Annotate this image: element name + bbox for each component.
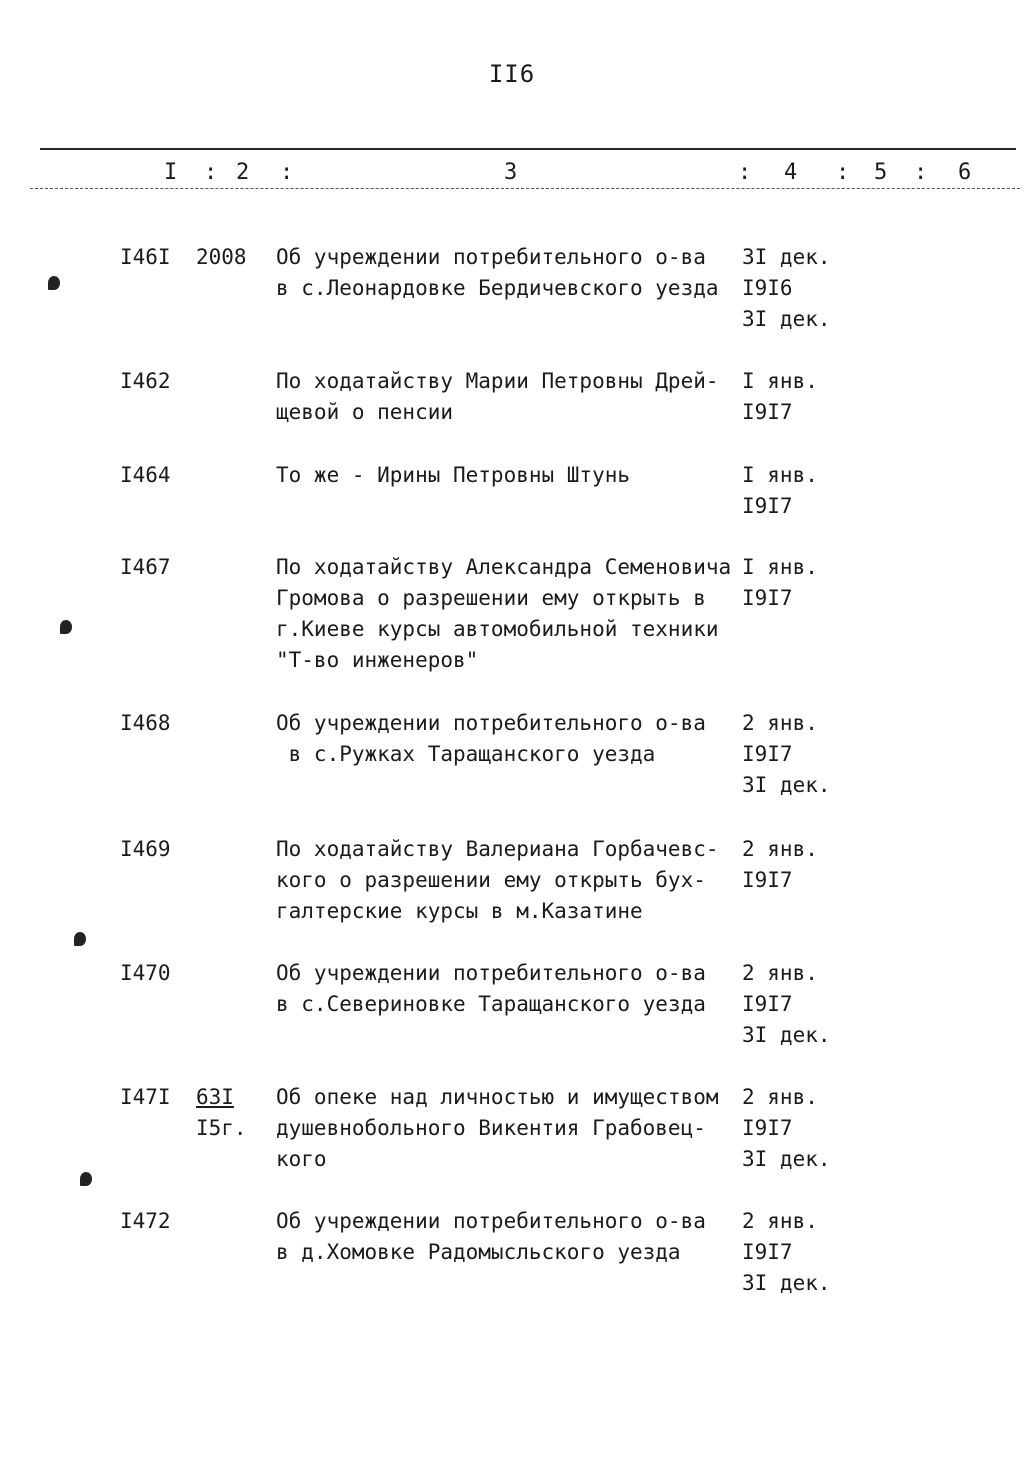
- column-separator: :: [280, 160, 294, 185]
- case-title-line: По ходатайству Марии Петровны Дрей-: [276, 369, 719, 393]
- case-date-line: 2 янв.: [742, 961, 818, 985]
- sheet-count-line: 2008: [196, 245, 247, 269]
- column-header-6: 6: [958, 160, 972, 185]
- case-date-line: I9I7: [742, 494, 793, 518]
- case-number: I468: [120, 711, 171, 735]
- case-title-line: в с.Ружках Таращанского уезда: [276, 742, 656, 766]
- case-date-line: I9I7: [742, 1116, 793, 1140]
- case-title: [276, 460, 736, 491]
- case-dates: [742, 366, 852, 428]
- case-dates: [742, 460, 852, 522]
- case-title-line: Об учреждении потребительного о-ва: [276, 245, 706, 269]
- header-rule-top: [40, 148, 1016, 150]
- header-rule-bottom: [30, 188, 1020, 189]
- case-title-line: в с.Севериновке Таращанского уезда: [276, 992, 706, 1016]
- case-number: I470: [120, 961, 171, 985]
- sheet-count: [196, 242, 262, 273]
- case-date-line: I9I7: [742, 992, 793, 1016]
- case-dates: [742, 958, 852, 1051]
- case-number: I46I: [120, 245, 171, 269]
- case-title-line: кого: [276, 1147, 327, 1171]
- case-title-line: г.Киеве курсы автомобильной техники: [276, 617, 719, 641]
- case-title: [276, 242, 736, 304]
- column-separator: :: [914, 160, 928, 185]
- case-date-line: 3I дек.: [742, 773, 831, 797]
- case-title: [276, 552, 736, 676]
- case-title-line: Об опеке над личностью и имуществом: [276, 1085, 719, 1109]
- case-title: [276, 1082, 736, 1175]
- column-header-1: I: [164, 160, 178, 185]
- case-title: [276, 958, 736, 1020]
- case-date-line: I янв.: [742, 463, 818, 487]
- binder-hole-mark: [48, 276, 60, 290]
- case-date-line: I9I6: [742, 276, 793, 300]
- case-date-line: I9I7: [742, 868, 793, 892]
- case-title-line: "Т-во инженеров": [276, 648, 479, 672]
- sheet-count-line: I5г.: [196, 1116, 247, 1140]
- column-separator: :: [738, 160, 752, 185]
- case-date-line: 2 янв.: [742, 837, 818, 861]
- case-number: I462: [120, 369, 171, 393]
- case-title-line: Громова о разрешении ему открыть в: [276, 586, 706, 610]
- case-title-line: щевой о пенсии: [276, 400, 454, 424]
- case-dates: [742, 834, 852, 896]
- column-header-5: 5: [874, 160, 888, 185]
- case-title: [276, 366, 736, 428]
- case-date-line: 2 янв.: [742, 1209, 818, 1233]
- case-title-line: душевнобольного Викентия Грабовец-: [276, 1116, 706, 1140]
- case-title-line: По ходатайству Валериана Горбачевс-: [276, 837, 719, 861]
- sheet-count: [196, 1082, 262, 1144]
- case-title: [276, 1206, 736, 1268]
- case-date-line: 3I дек.: [742, 1023, 831, 1047]
- case-dates: [742, 708, 852, 801]
- case-number: I464: [120, 463, 171, 487]
- case-date-line: I янв.: [742, 555, 818, 579]
- case-title-line: То же - Ирины Петровны Штунь: [276, 463, 631, 487]
- case-date-line: 2 янв.: [742, 1085, 818, 1109]
- case-dates: [742, 552, 852, 614]
- sheet-count-line: 63I: [196, 1085, 234, 1109]
- case-title-line: галтерские курсы в м.Казатине: [276, 899, 643, 923]
- case-date-line: 2 янв.: [742, 711, 818, 735]
- case-title-line: в д.Хомовке Радомысльского уезда: [276, 1240, 681, 1264]
- page-number: II6: [488, 60, 536, 88]
- case-date-line: 3I дек.: [742, 1147, 831, 1171]
- case-date-line: 3I дек.: [742, 1271, 831, 1295]
- case-number: I467: [120, 555, 171, 579]
- case-title: [276, 834, 736, 927]
- column-header-2: 2: [236, 160, 250, 185]
- column-header-row: [0, 160, 1024, 188]
- case-number: I472: [120, 1209, 171, 1233]
- case-title-line: Об учреждении потребительного о-ва: [276, 961, 706, 985]
- case-title-line: в с.Леонардовке Бердичевского уезда: [276, 276, 719, 300]
- case-date-line: I9I7: [742, 400, 793, 424]
- case-date-line: 3I дек.: [742, 245, 831, 269]
- case-date-line: I9I7: [742, 1240, 793, 1264]
- case-number: I47I: [120, 1085, 171, 1109]
- binder-hole-mark: [74, 932, 86, 946]
- case-dates: [742, 242, 852, 335]
- column-separator: :: [204, 160, 218, 185]
- case-date-line: 3I дек.: [742, 307, 831, 331]
- case-title-line: Об учреждении потребительного о-ва: [276, 1209, 706, 1233]
- case-title-line: По ходатайству Александра Семеновича: [276, 555, 732, 579]
- case-dates: [742, 1206, 852, 1299]
- column-separator: :: [836, 160, 850, 185]
- case-dates: [742, 1082, 852, 1175]
- case-number: I469: [120, 837, 171, 861]
- case-date-line: I9I7: [742, 742, 793, 766]
- case-title-line: кого о разрешении ему открыть бух-: [276, 868, 706, 892]
- case-title-line: Об учреждении потребительного о-ва: [276, 711, 706, 735]
- case-date-line: I9I7: [742, 586, 793, 610]
- case-date-line: I янв.: [742, 369, 818, 393]
- binder-hole-mark: [60, 620, 72, 634]
- column-header-4: 4: [784, 160, 798, 185]
- case-title: [276, 708, 736, 770]
- column-header-3: 3: [504, 160, 518, 185]
- binder-hole-mark: [80, 1172, 92, 1186]
